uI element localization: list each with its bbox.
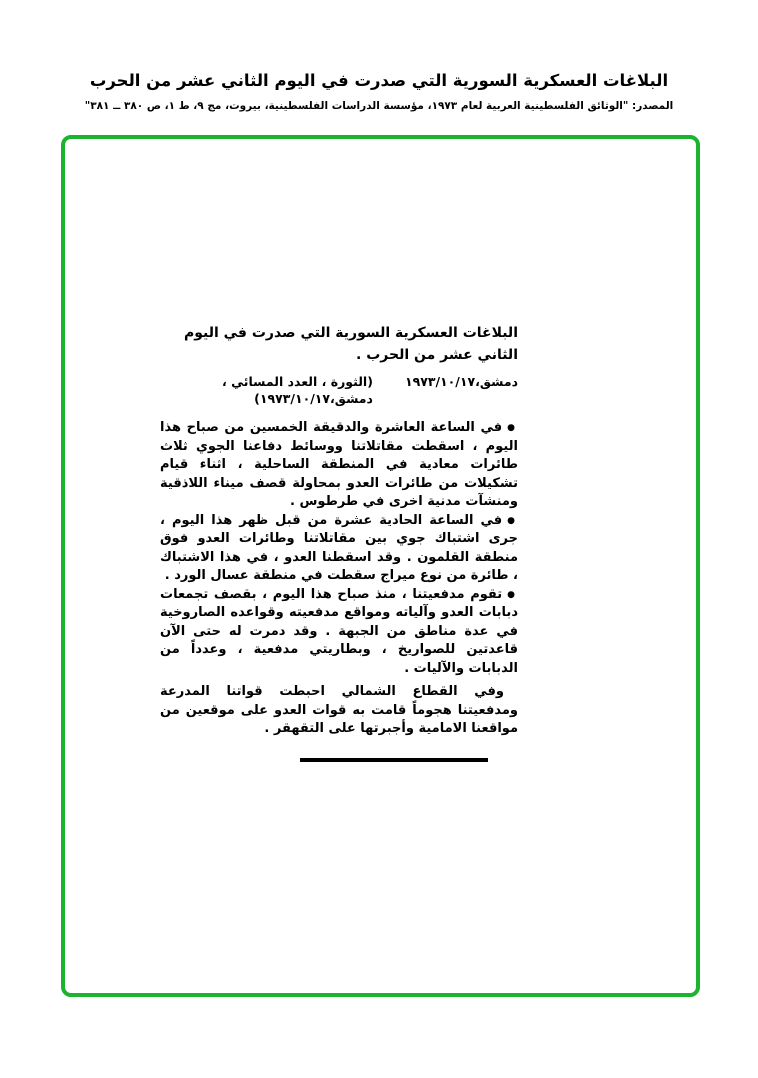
source-citation: المصدر: "الوثائق الفلسطينية العربية لعام ١٩٧٣، مؤسسة الدراسات الفلسطينية، بيروت، مج ٩، ط ١، ص ٣٨٠ ــ ٣٨١" [84, 100, 674, 112]
end-divider-rule [300, 758, 488, 762]
document-body [160, 323, 518, 762]
document-frame [61, 135, 700, 997]
dateline-place-date: دمشق،١٩٧٣/١٠/١٧ [404, 374, 518, 389]
paragraph-text: في الساعة الحادية عشرة من قبل ظهر هذا اليوم ، جرى اشتباك جوي بين مقاتلاتنا وطائرات العدو فوق منطقة القلمون . وقد اسقطنا العدو ، في هذا الاشتباك ، طائرة من نوع ميراج سقطت في منطقة عسال الورد . [160, 512, 518, 583]
dateline [160, 373, 518, 407]
document-heading: البلاغات العسكرية السورية التي صدرت في اليوم الثاني عشر من الحرب . [183, 325, 518, 363]
page-header [0, 70, 758, 114]
dateline-citation [222, 373, 373, 407]
paragraph-text: في الساعة العاشرة والدقيقة الخمسين من صباح هذا اليوم ، اسقطت مقاتلاتنا ووسائط دفاعنا الجوي ثلاث طائرات معادية في المنطقة الساحلية ، اثناء قيام تشكيلات من طائرات العدو بمحاولة قصف ميناء اللاذقية ومنشآت مدنية اخرى في طرطوس . [160, 420, 518, 509]
page-title: البلاغات العسكرية السورية التي صدرت في اليوم الثاني عشر من الحرب [89, 71, 669, 90]
paragraph-text: تقوم مدفعيتنا ، منذ صباح هذا اليوم ، بقصف تجمعات دبابات العدو وآلياته ومواقع مدفعيته وقواعده الصاروخية في عدة مناطق من الجبهة . وقد دمرت له حتى الآن قاعدتين للصواريخ ، وبطاريتي مدفعية ، وعدداً من الدبابات والآليات . [160, 586, 518, 676]
citation-line-2: دمشق،١٩٧٣/١٠/١٧) [254, 391, 373, 406]
communique-paragraph [160, 419, 518, 512]
citation-line-1: (الثورة ، العدد المسائي ، [222, 374, 373, 389]
bullet-icon: ● [507, 423, 515, 433]
communique-paragraph [160, 586, 518, 679]
communique-paragraph [160, 512, 518, 586]
bullet-icon: ● [507, 589, 515, 600]
communique-paragraph [160, 683, 518, 739]
bullet-icon: ● [507, 515, 515, 526]
paragraph-text: وفي القطاع الشمالي احبطت قواتنا المدرعة ومدفعيتنا هجوماً قامت به قوات العدو على موقعين من مواقعنا الامامية وأجبرتها على التقهقر . [160, 684, 518, 736]
